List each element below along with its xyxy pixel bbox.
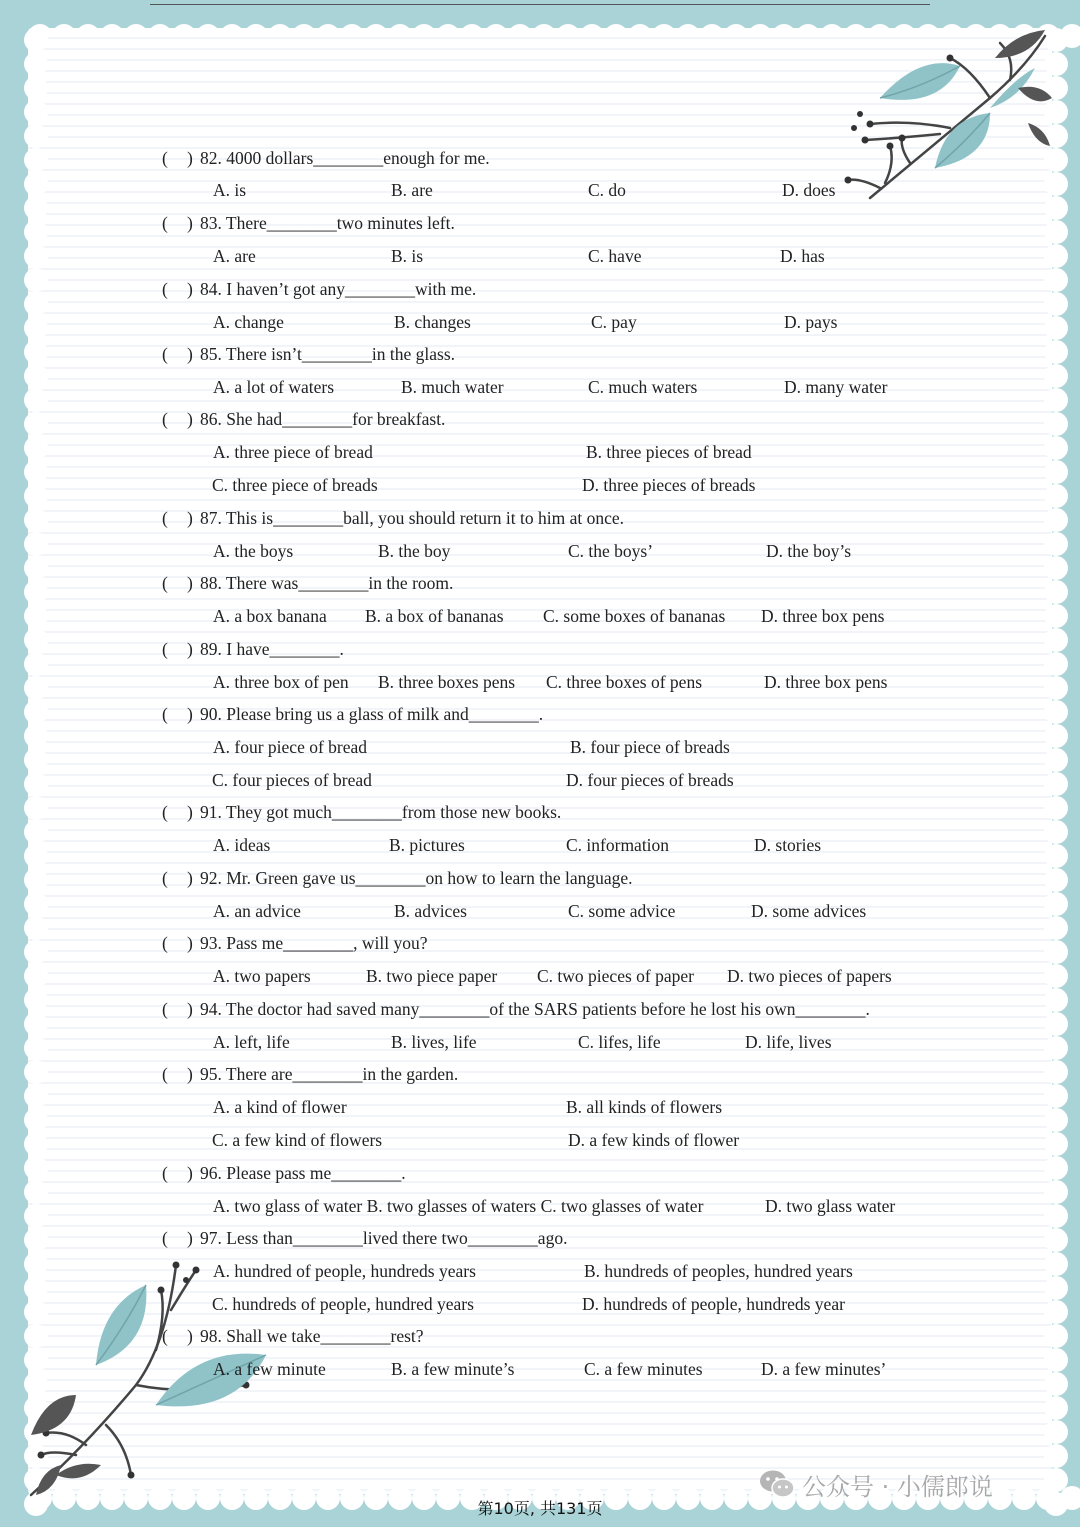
wave-scallop xyxy=(1044,1180,1068,1204)
question-stem: 83. There________two minutes left. xyxy=(200,213,455,233)
wave-scallop xyxy=(1044,1060,1068,1084)
answer-option: D. some advices xyxy=(751,901,867,921)
wave-scallop xyxy=(24,316,48,340)
question-stem: 97. Less than________lived there two________ago. xyxy=(200,1228,568,1248)
answer-option: D. stories xyxy=(754,835,822,855)
wave-scallop xyxy=(24,796,48,820)
wave-scallop xyxy=(1044,340,1068,364)
watermark-text: 公众号 · 小儒郎说 xyxy=(802,1472,993,1501)
wave-scallop xyxy=(1044,748,1068,772)
wechat-icon xyxy=(758,1469,796,1499)
wave-scallop xyxy=(24,196,48,220)
wave-scallop xyxy=(1044,1252,1068,1276)
wave-scallop xyxy=(24,268,48,292)
wave-scallop xyxy=(1044,412,1068,436)
wave-scallop xyxy=(1044,460,1068,484)
answer-option: C. three boxes of pens xyxy=(546,672,703,692)
wave-scallop xyxy=(24,244,48,268)
answer-option: B. a few minute’s xyxy=(391,1359,515,1379)
answer-paren-open: ( xyxy=(162,508,168,528)
question-stem: 91. They got much________from those new books. xyxy=(200,802,562,822)
wave-scallop xyxy=(1044,772,1068,796)
wave-scallop xyxy=(1044,1276,1068,1300)
wave-scallop xyxy=(24,1084,48,1108)
answer-option: B. the boy xyxy=(378,541,451,561)
answer-paren-open: ( xyxy=(162,933,168,953)
wave-scallop xyxy=(24,676,48,700)
question-stem: 84. I haven’t got any________with me. xyxy=(200,279,477,299)
wave-scallop xyxy=(24,892,48,916)
wave-scallop xyxy=(24,484,48,508)
wave-scallop xyxy=(1044,436,1068,460)
wave-scallop xyxy=(1044,1132,1068,1156)
wave-scallop xyxy=(1044,388,1068,412)
leaf-decoration-top-right xyxy=(840,28,1055,203)
wave-scallop xyxy=(1044,1324,1068,1348)
wave-scallop xyxy=(1044,1084,1068,1108)
wave-scallop xyxy=(1044,652,1068,676)
answer-paren-close: ) xyxy=(187,344,193,364)
wave-scallop xyxy=(1044,1396,1068,1420)
wave-scallop xyxy=(24,1108,48,1132)
answer-option: A. the boys xyxy=(213,541,294,561)
wave-scallop xyxy=(24,340,48,364)
answer-paren-close: ) xyxy=(187,1228,193,1248)
question-stem: 92. Mr. Green gave us________on how to learn the language. xyxy=(200,868,633,888)
answer-option: C. some advice xyxy=(568,901,676,921)
answer-option: C. two pieces of paper xyxy=(537,966,694,986)
answer-paren-close: ) xyxy=(187,1064,193,1084)
answer-option: C. much waters xyxy=(588,377,698,397)
answer-option: A. a few minute xyxy=(213,1359,326,1379)
answer-option: D. hundreds of people, hundreds year xyxy=(582,1294,845,1314)
wave-scallop xyxy=(24,148,48,172)
wave-scallop xyxy=(24,220,48,244)
wave-scallop xyxy=(1044,1372,1068,1396)
answer-paren-close: ) xyxy=(187,1163,193,1183)
answer-option: B. hundreds of peoples, hundred years xyxy=(584,1261,853,1281)
wave-scallop xyxy=(1044,1108,1068,1132)
answer-option: A. two papers xyxy=(213,966,311,986)
answer-option: B. are xyxy=(391,180,433,200)
wave-scallop xyxy=(1044,364,1068,388)
answer-option: A. three box of pen xyxy=(213,672,349,692)
wave-scallop xyxy=(24,1180,48,1204)
wave-scallop xyxy=(24,844,48,868)
answer-paren-open: ( xyxy=(162,1064,168,1084)
wave-scallop xyxy=(24,772,48,796)
wave-scallop xyxy=(24,1228,48,1252)
answer-option: C. a few minutes xyxy=(584,1359,703,1379)
answer-paren-close: ) xyxy=(187,868,193,888)
answer-paren-close: ) xyxy=(187,508,193,528)
answer-paren-close: ) xyxy=(187,704,193,724)
answer-paren-close: ) xyxy=(187,409,193,429)
answer-option: D. has xyxy=(780,246,825,266)
answer-option: A. left, life xyxy=(213,1032,290,1052)
question-stem: 86. She had________for breakfast. xyxy=(200,409,446,429)
answer-option: C. a few kind of flowers xyxy=(212,1130,383,1150)
wave-scallop xyxy=(24,1204,48,1228)
wave-scallop xyxy=(1044,892,1068,916)
answer-option: A. change xyxy=(213,312,284,332)
wave-scallop xyxy=(1044,700,1068,724)
answer-option: A. hundred of people, hundreds years xyxy=(213,1261,476,1281)
wave-scallop xyxy=(24,172,48,196)
wave-scallop xyxy=(24,1036,48,1060)
wave-scallop xyxy=(1044,940,1068,964)
wave-scallop xyxy=(24,124,48,148)
wave-scallop xyxy=(24,748,48,772)
wave-scallop xyxy=(1044,292,1068,316)
answer-paren-open: ( xyxy=(162,148,168,168)
answer-paren-close: ) xyxy=(187,933,193,953)
wave-scallop xyxy=(1044,964,1068,988)
answer-option: A. an advice xyxy=(213,901,301,921)
answer-option: A. a lot of waters xyxy=(213,377,335,397)
answer-option: B. much water xyxy=(401,377,504,397)
wave-scallop xyxy=(24,700,48,724)
question-stem: 96. Please pass me________. xyxy=(200,1163,406,1183)
question-stem: 93. Pass me________, will you? xyxy=(200,933,428,953)
question-stem: 85. There isn’t________in the glass. xyxy=(200,344,456,364)
answer-paren-close: ) xyxy=(187,639,193,659)
answer-option: D. three box pens xyxy=(761,606,885,626)
wave-scallop xyxy=(1044,916,1068,940)
answer-option: D. three box pens xyxy=(764,672,888,692)
wave-scallop xyxy=(1044,532,1068,556)
wave-scallop xyxy=(24,964,48,988)
wave-scallop xyxy=(1044,220,1068,244)
answer-paren-close: ) xyxy=(187,999,193,1019)
answer-option: A. ideas xyxy=(213,835,271,855)
wave-scallop xyxy=(24,1012,48,1036)
wave-scallop xyxy=(24,556,48,580)
wave-scallop xyxy=(24,100,48,124)
wave-scallop xyxy=(1044,268,1068,292)
wave-scallop xyxy=(1044,796,1068,820)
answer-option: D. two pieces of papers xyxy=(727,966,892,986)
wave-scallop xyxy=(24,580,48,604)
question-stem: 94. The doctor had saved many________of the SARS patients before he lost his own________. xyxy=(200,999,870,1019)
wavy-border-right xyxy=(1038,0,1078,1527)
wave-scallop xyxy=(1044,724,1068,748)
wave-scallop xyxy=(24,868,48,892)
answer-option: A. three piece of bread xyxy=(213,442,373,462)
answer-option: B. three boxes pens xyxy=(378,672,516,692)
answer-option: D. a few kinds of flower xyxy=(568,1130,740,1150)
answer-paren-close: ) xyxy=(187,573,193,593)
answer-option: B. two piece paper xyxy=(366,966,498,986)
wave-scallop xyxy=(1044,820,1068,844)
answer-option: D. two glass water xyxy=(765,1196,896,1216)
wave-scallop xyxy=(1044,244,1068,268)
answer-paren-close: ) xyxy=(187,213,193,233)
question-stem: 98. Shall we take________rest? xyxy=(200,1326,424,1346)
answer-option: A. are xyxy=(213,246,256,266)
wave-scallop xyxy=(1044,508,1068,532)
answer-paren-open: ( xyxy=(162,344,168,364)
answer-option: B. a box of bananas xyxy=(365,606,504,626)
wave-scallop xyxy=(24,988,48,1012)
answer-paren-close: ) xyxy=(187,1326,193,1346)
wave-scallop xyxy=(1044,580,1068,604)
question-stem: 88. There was________in the room. xyxy=(200,573,454,593)
answer-option: B. three pieces of bread xyxy=(586,442,752,462)
wave-scallop xyxy=(1044,676,1068,700)
answer-option: C. lifes, life xyxy=(578,1032,661,1052)
wave-scallop xyxy=(24,364,48,388)
wave-scallop xyxy=(24,28,48,52)
answer-paren-close: ) xyxy=(187,279,193,299)
question-stem: 89. I have________. xyxy=(200,639,344,659)
wave-scallop xyxy=(1044,604,1068,628)
answer-option: A. is xyxy=(213,180,247,200)
wave-scallop xyxy=(24,652,48,676)
answer-paren-open: ( xyxy=(162,999,168,1019)
wave-scallop xyxy=(24,628,48,652)
wave-scallop xyxy=(24,460,48,484)
wave-scallop xyxy=(24,388,48,412)
wave-scallop xyxy=(24,916,48,940)
answer-paren-open: ( xyxy=(162,868,168,888)
wave-scallop xyxy=(1044,1420,1068,1444)
wave-scallop xyxy=(1044,1348,1068,1372)
wave-scallop xyxy=(1044,628,1068,652)
answer-paren-open: ( xyxy=(162,279,168,299)
answer-option: D. does xyxy=(782,180,836,200)
answer-paren-open: ( xyxy=(162,409,168,429)
answer-paren-open: ( xyxy=(162,1326,168,1346)
wave-scallop xyxy=(1044,988,1068,1012)
answer-option: C. four pieces of bread xyxy=(212,770,372,790)
answer-paren-open: ( xyxy=(162,1163,168,1183)
answer-option: C. three piece of breads xyxy=(212,475,378,495)
answer-option: B. is xyxy=(391,246,424,266)
answer-option: D. three pieces of breads xyxy=(582,475,756,495)
answer-option: D. life, lives xyxy=(745,1032,832,1052)
answer-option: D. pays xyxy=(784,312,838,332)
wave-scallop xyxy=(1044,1036,1068,1060)
answer-paren-close: ) xyxy=(187,802,193,822)
answer-option: A. a box banana xyxy=(213,606,327,626)
wave-scallop xyxy=(24,292,48,316)
wave-scallop xyxy=(1044,1300,1068,1324)
wave-scallop xyxy=(24,436,48,460)
answer-option: C. pay xyxy=(591,312,637,332)
wave-scallop xyxy=(24,1132,48,1156)
answer-option: D. the boy’s xyxy=(766,541,852,561)
wave-scallop xyxy=(24,1060,48,1084)
answer-option: B. advices xyxy=(394,901,467,921)
top-rule xyxy=(150,4,930,5)
answer-option: A. four piece of bread xyxy=(213,737,368,757)
answer-option: C. have xyxy=(588,246,642,266)
answer-paren-open: ( xyxy=(162,1228,168,1248)
wave-scallop xyxy=(1044,1012,1068,1036)
wave-scallop xyxy=(24,412,48,436)
wave-scallop xyxy=(24,1156,48,1180)
answer-option: D. many water xyxy=(784,377,888,397)
answer-paren-open: ( xyxy=(162,213,168,233)
answer-option: D. four pieces of breads xyxy=(566,770,734,790)
answer-paren-close: ) xyxy=(187,148,193,168)
wave-scallop xyxy=(1044,868,1068,892)
answer-option: A. two glass of water B. two glasses of waters C. two glasses of water xyxy=(213,1196,704,1216)
wave-scallop xyxy=(1044,1444,1068,1468)
wave-scallop xyxy=(24,724,48,748)
page-footer: 第10页, 共131页 xyxy=(477,1499,603,1518)
wave-scallop xyxy=(1044,1156,1068,1180)
answer-option: C. hundreds of people, hundred years xyxy=(212,1294,474,1314)
wave-scallop xyxy=(24,940,48,964)
wave-scallop xyxy=(1044,1228,1068,1252)
answer-option: B. four piece of breads xyxy=(570,737,730,757)
answer-paren-open: ( xyxy=(162,639,168,659)
answer-option: C. some boxes of bananas xyxy=(543,606,726,626)
question-stem: 95. There are________in the garden. xyxy=(200,1064,459,1084)
wave-scallop xyxy=(1044,484,1068,508)
wave-scallop xyxy=(24,820,48,844)
wave-scallop xyxy=(1044,556,1068,580)
answer-option: A. a kind of flower xyxy=(213,1097,347,1117)
answer-option: C. do xyxy=(588,180,626,200)
answer-option: B. all kinds of flowers xyxy=(566,1097,723,1117)
wave-scallop xyxy=(24,532,48,556)
wave-scallop xyxy=(24,604,48,628)
answer-option: B. pictures xyxy=(389,835,465,855)
question-stem: 90. Please bring us a glass of milk and________. xyxy=(200,704,544,724)
question-stem: 82. 4000 dollars________enough for me. xyxy=(200,148,490,168)
wave-scallop xyxy=(1044,316,1068,340)
answer-option: D. a few minutes’ xyxy=(761,1359,887,1379)
answer-option: B. lives, life xyxy=(391,1032,477,1052)
wave-scallop xyxy=(24,76,48,100)
answer-option: C. information xyxy=(566,835,670,855)
answer-paren-open: ( xyxy=(162,802,168,822)
wave-scallop xyxy=(24,508,48,532)
answer-option: B. changes xyxy=(394,312,471,332)
answer-paren-open: ( xyxy=(162,704,168,724)
answer-paren-open: ( xyxy=(162,573,168,593)
wave-scallop xyxy=(1044,1204,1068,1228)
wave-scallop xyxy=(24,52,48,76)
answer-option: C. the boys’ xyxy=(568,541,654,561)
question-stem: 87. This is________ball, you should return it to him at once. xyxy=(200,508,625,528)
wave-scallop xyxy=(1044,844,1068,868)
